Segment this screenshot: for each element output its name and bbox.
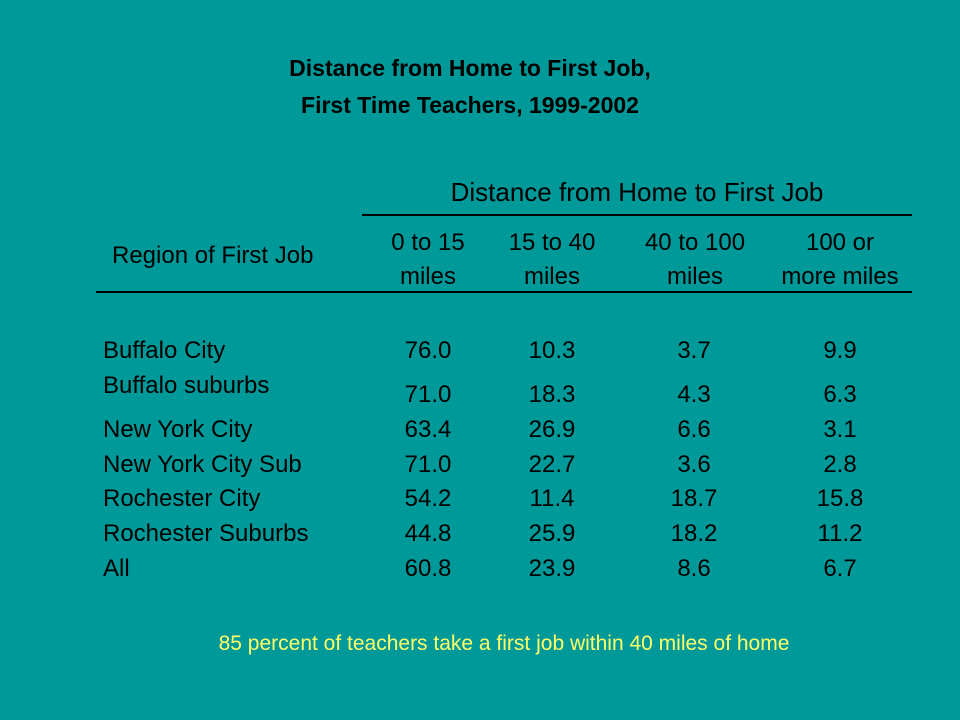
- cell-15-40: 18.3: [528, 381, 576, 408]
- distance-group-header: Distance from Home to First Job: [450, 177, 824, 207]
- cell-15-40: 25.9: [528, 520, 576, 547]
- group-header-rule: [362, 214, 912, 216]
- cell-100-plus: 9.9: [823, 337, 857, 364]
- column-header-line-1: 15 to 40: [508, 229, 596, 256]
- row-region: Buffalo City: [103, 337, 226, 364]
- cell-0-15: 54.2: [404, 485, 452, 512]
- cell-40-100: 18.7: [670, 485, 718, 512]
- header-rule: [96, 291, 912, 293]
- column-header-line-2: miles: [523, 263, 580, 290]
- cell-100-plus: 11.2: [817, 520, 863, 547]
- table-row: [0, 448, 940, 482]
- cell-100-plus: 2.8: [823, 451, 857, 478]
- slide-title: [0, 50, 940, 124]
- column-header-100-plus: [764, 226, 916, 294]
- column-header-line-1: 0 to 15: [391, 229, 465, 256]
- cell-0-15: 60.8: [404, 555, 452, 582]
- table-row: [0, 482, 940, 516]
- table-row: [0, 517, 940, 551]
- column-header-line-2: more miles: [781, 263, 899, 290]
- cell-100-plus: 3.1: [823, 416, 857, 443]
- column-header-40-100: [630, 226, 760, 294]
- row-region: New York City Sub: [103, 451, 302, 478]
- cell-15-40: 23.9: [528, 555, 576, 582]
- table-row: [0, 413, 940, 447]
- column-header-0-15: [368, 226, 488, 294]
- cell-40-100: 4.3: [677, 381, 711, 408]
- cell-0-15: 76.0: [404, 337, 452, 364]
- cell-15-40: 10.3: [528, 337, 576, 364]
- cell-15-40: 11.4: [529, 485, 575, 512]
- cell-100-plus: 6.7: [823, 555, 857, 582]
- cell-0-15: 71.0: [404, 381, 452, 408]
- row-region: Rochester Suburbs: [103, 520, 309, 547]
- cell-15-40: 22.7: [528, 451, 576, 478]
- row-region: All: [103, 555, 130, 582]
- column-header-15-40: [492, 226, 612, 294]
- region-column-header: Region of First Job: [112, 242, 314, 269]
- cell-40-100: 3.7: [677, 337, 711, 364]
- cell-40-100: 8.6: [677, 555, 711, 582]
- title-line-2: First Time Teachers, 1999-2002: [301, 92, 639, 118]
- cell-0-15: 71.0: [404, 451, 452, 478]
- cell-15-40: 26.9: [528, 416, 576, 443]
- cell-100-plus: 15.8: [816, 485, 864, 512]
- column-header-line-1: 100 or: [805, 229, 875, 256]
- column-header-line-2: miles: [666, 263, 723, 290]
- cell-0-15: 63.4: [404, 416, 452, 443]
- table-row: [0, 552, 940, 586]
- column-header-line-2: miles: [399, 263, 456, 290]
- cell-100-plus: 6.3: [823, 381, 857, 408]
- cell-0-15: 44.8: [404, 520, 452, 547]
- cell-40-100: 3.6: [677, 451, 711, 478]
- column-header-line-1: 40 to 100: [644, 229, 746, 256]
- row-region: Rochester City: [103, 485, 261, 512]
- title-line-1: Distance from Home to First Job,: [289, 55, 651, 81]
- table-row: [0, 369, 940, 408]
- cell-40-100: 6.6: [677, 416, 711, 443]
- footnote: 85 percent of teachers take a first job within 40 miles of home: [218, 632, 790, 655]
- table-row: [0, 334, 940, 368]
- cell-40-100: 18.2: [670, 520, 718, 547]
- row-region: New York City: [103, 416, 253, 443]
- row-region: Buffalo suburbs: [103, 372, 270, 399]
